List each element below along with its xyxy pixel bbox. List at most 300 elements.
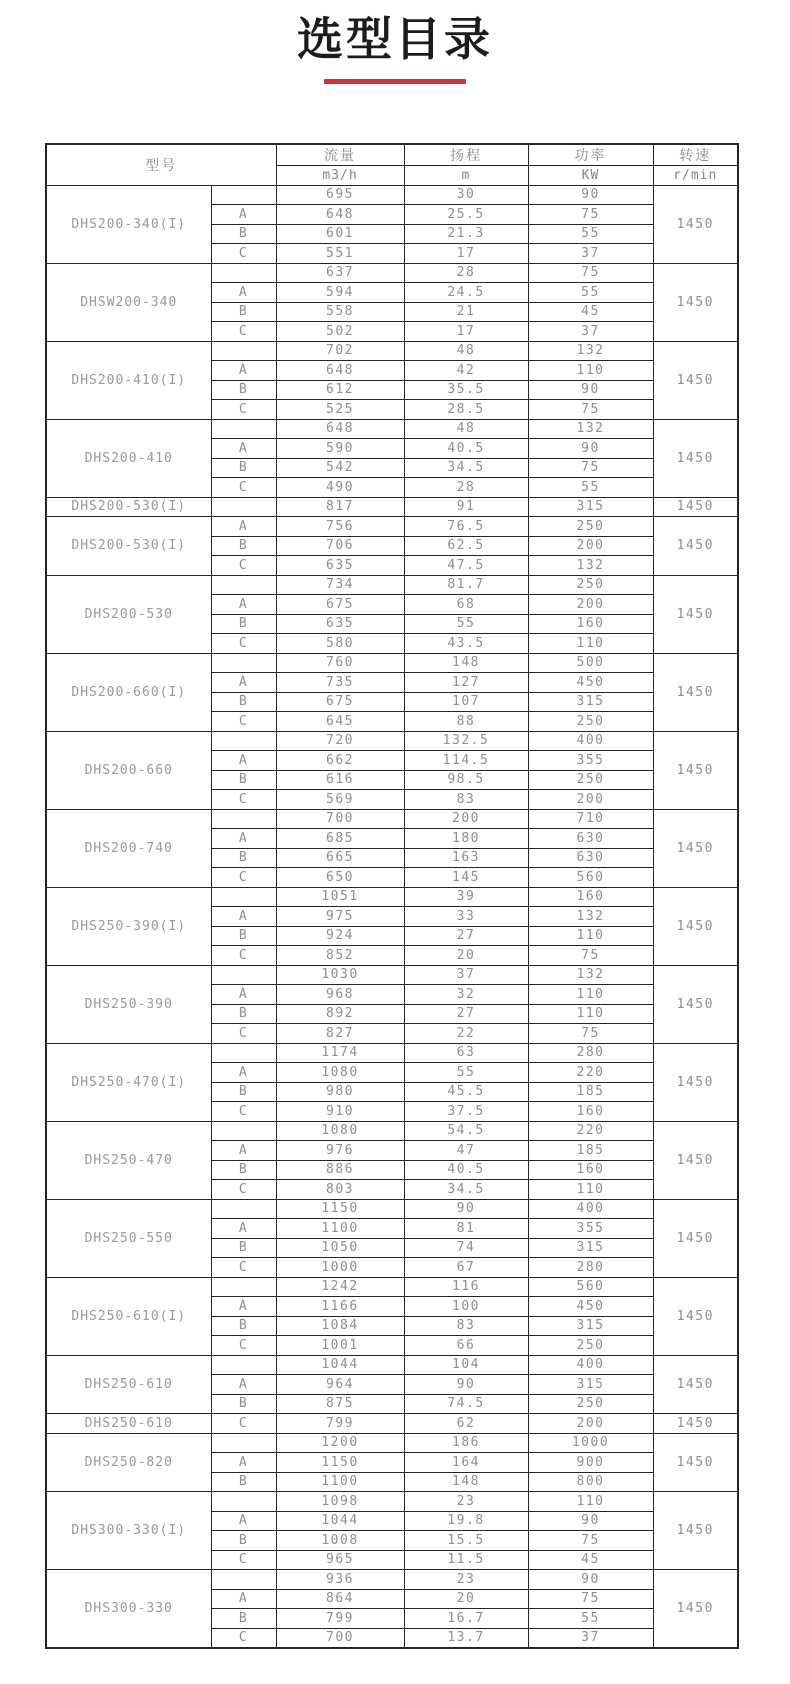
flow-cell: 700 — [276, 809, 404, 829]
head-cell: 20 — [404, 946, 528, 966]
power-cell: 37 — [528, 244, 653, 264]
flow-cell: 756 — [276, 517, 404, 537]
variant-cell: A — [211, 517, 276, 537]
head-cell: 23 — [404, 1570, 528, 1590]
flow-cell: 1150 — [276, 1453, 404, 1473]
variant-cell: A — [211, 1219, 276, 1239]
flow-cell: 1080 — [276, 1121, 404, 1141]
variant-cell: A — [211, 1063, 276, 1083]
table-row — [46, 1277, 738, 1297]
variant-cell: A — [211, 361, 276, 381]
model-cell: DHSW200-340 — [46, 263, 211, 341]
flow-cell: 1080 — [276, 1063, 404, 1083]
power-cell: 315 — [528, 1375, 653, 1395]
power-cell: 315 — [528, 692, 653, 712]
head-cell: 88 — [404, 712, 528, 732]
power-cell: 250 — [528, 517, 653, 537]
variant-cell: C — [211, 1550, 276, 1570]
variant-cell: A — [211, 751, 276, 771]
variant-cell: C — [211, 712, 276, 732]
flow-cell: 976 — [276, 1141, 404, 1161]
head-cell: 25.5 — [404, 205, 528, 225]
model-cell: DHS200-530(I) — [46, 497, 211, 517]
variant-cell: C — [211, 478, 276, 498]
page-title: 选型目录 — [297, 12, 493, 66]
flow-cell: 551 — [276, 244, 404, 264]
flow-cell: 968 — [276, 985, 404, 1005]
variant-cell: A — [211, 1511, 276, 1531]
head-cell: 127 — [404, 673, 528, 693]
power-cell: 75 — [528, 263, 653, 283]
power-cell: 160 — [528, 1102, 653, 1122]
power-cell: 160 — [528, 887, 653, 907]
header-row-labels — [46, 144, 738, 166]
variant-cell — [211, 1121, 276, 1141]
variant-cell: C — [211, 556, 276, 576]
variant-cell: B — [211, 770, 276, 790]
power-cell: 400 — [528, 1199, 653, 1219]
table-header — [46, 144, 738, 185]
flow-cell: 648 — [276, 419, 404, 439]
power-cell: 90 — [528, 185, 653, 205]
head-cell: 21.3 — [404, 224, 528, 244]
flow-cell: 695 — [276, 185, 404, 205]
header-head: 扬程 — [404, 144, 528, 166]
flow-cell: 1084 — [276, 1316, 404, 1336]
flow-cell: 924 — [276, 926, 404, 946]
variant-cell: B — [211, 1609, 276, 1629]
speed-cell: 1450 — [653, 731, 738, 809]
head-cell: 107 — [404, 692, 528, 712]
flow-cell: 590 — [276, 439, 404, 459]
head-cell: 83 — [404, 790, 528, 810]
header-flow-unit: m3/h — [276, 166, 404, 186]
variant-cell: C — [211, 1258, 276, 1278]
variant-cell: B — [211, 614, 276, 634]
head-cell: 48 — [404, 341, 528, 361]
head-cell: 76.5 — [404, 517, 528, 537]
head-cell: 90 — [404, 1199, 528, 1219]
table-row — [46, 185, 738, 205]
variant-cell — [211, 653, 276, 673]
variant-cell: B — [211, 1394, 276, 1414]
selection-catalog-table — [45, 143, 739, 1649]
flow-cell: 799 — [276, 1414, 404, 1434]
flow-cell: 637 — [276, 263, 404, 283]
model-cell: DHS250-390 — [46, 965, 211, 1043]
flow-cell: 964 — [276, 1375, 404, 1395]
model-cell: DHS250-610 — [46, 1355, 211, 1414]
flow-cell: 635 — [276, 614, 404, 634]
speed-cell: 1450 — [653, 965, 738, 1043]
flow-cell: 616 — [276, 770, 404, 790]
header-speed: 转速 — [653, 144, 738, 166]
model-cell: DHS200-530(I) — [46, 517, 211, 576]
power-cell: 315 — [528, 497, 653, 517]
variant-cell — [211, 497, 276, 517]
speed-cell: 1450 — [653, 517, 738, 576]
power-cell: 110 — [528, 361, 653, 381]
speed-cell: 1450 — [653, 185, 738, 263]
power-cell: 200 — [528, 536, 653, 556]
flow-cell: 665 — [276, 848, 404, 868]
variant-cell: B — [211, 1238, 276, 1258]
header-model: 型号 — [46, 144, 276, 185]
head-cell: 63 — [404, 1043, 528, 1063]
head-cell: 148 — [404, 1472, 528, 1492]
variant-cell — [211, 1043, 276, 1063]
flow-cell: 675 — [276, 595, 404, 615]
variant-cell: A — [211, 985, 276, 1005]
head-cell: 164 — [404, 1453, 528, 1473]
table-row — [46, 1414, 738, 1434]
power-cell: 250 — [528, 712, 653, 732]
head-cell: 40.5 — [404, 1160, 528, 1180]
head-cell: 90 — [404, 1375, 528, 1395]
flow-cell: 936 — [276, 1570, 404, 1590]
flow-cell: 1100 — [276, 1219, 404, 1239]
model-cell: DHS300-330 — [46, 1570, 211, 1649]
flow-cell: 760 — [276, 653, 404, 673]
variant-cell — [211, 1199, 276, 1219]
head-cell: 32 — [404, 985, 528, 1005]
head-cell: 15.5 — [404, 1531, 528, 1551]
head-cell: 37.5 — [404, 1102, 528, 1122]
power-cell: 710 — [528, 809, 653, 829]
head-cell: 11.5 — [404, 1550, 528, 1570]
variant-cell: B — [211, 1082, 276, 1102]
power-cell: 250 — [528, 1336, 653, 1356]
flow-cell: 864 — [276, 1589, 404, 1609]
speed-cell: 1450 — [653, 263, 738, 341]
head-cell: 100 — [404, 1297, 528, 1317]
power-cell: 500 — [528, 653, 653, 673]
power-cell: 160 — [528, 1160, 653, 1180]
variant-cell: A — [211, 673, 276, 693]
flow-cell: 980 — [276, 1082, 404, 1102]
head-cell: 62 — [404, 1414, 528, 1434]
table-body — [46, 185, 738, 1648]
variant-cell: C — [211, 946, 276, 966]
variant-cell: B — [211, 302, 276, 322]
variant-cell: A — [211, 1297, 276, 1317]
power-cell: 220 — [528, 1063, 653, 1083]
head-cell: 66 — [404, 1336, 528, 1356]
flow-cell: 852 — [276, 946, 404, 966]
flow-cell: 1000 — [276, 1258, 404, 1278]
head-cell: 114.5 — [404, 751, 528, 771]
flow-cell: 601 — [276, 224, 404, 244]
speed-cell: 1450 — [653, 419, 738, 497]
variant-cell: B — [211, 1472, 276, 1492]
variant-cell: A — [211, 829, 276, 849]
speed-cell: 1450 — [653, 1199, 738, 1277]
power-cell: 75 — [528, 400, 653, 420]
head-cell: 180 — [404, 829, 528, 849]
power-cell: 90 — [528, 1570, 653, 1590]
variant-cell: A — [211, 1375, 276, 1395]
variant-cell — [211, 1355, 276, 1375]
variant-cell: A — [211, 595, 276, 615]
power-cell: 560 — [528, 1277, 653, 1297]
head-cell: 43.5 — [404, 634, 528, 654]
power-cell: 55 — [528, 224, 653, 244]
flow-cell: 558 — [276, 302, 404, 322]
variant-cell: C — [211, 1628, 276, 1648]
speed-cell: 1450 — [653, 1355, 738, 1414]
power-cell: 55 — [528, 478, 653, 498]
title-underline-accent — [324, 79, 466, 84]
table-row — [46, 419, 738, 439]
flow-cell: 1050 — [276, 1238, 404, 1258]
power-cell: 200 — [528, 595, 653, 615]
flow-cell: 1044 — [276, 1355, 404, 1375]
power-cell: 280 — [528, 1043, 653, 1063]
flow-cell: 612 — [276, 380, 404, 400]
power-cell: 630 — [528, 829, 653, 849]
power-cell: 900 — [528, 1453, 653, 1473]
header-power: 功率 — [528, 144, 653, 166]
model-cell: DHS200-410(I) — [46, 341, 211, 419]
speed-cell: 1450 — [653, 497, 738, 517]
variant-cell: B — [211, 848, 276, 868]
head-cell: 34.5 — [404, 458, 528, 478]
table-row — [46, 1355, 738, 1375]
head-cell: 55 — [404, 614, 528, 634]
head-cell: 67 — [404, 1258, 528, 1278]
variant-cell — [211, 419, 276, 439]
head-cell: 35.5 — [404, 380, 528, 400]
power-cell: 37 — [528, 322, 653, 342]
flow-cell: 490 — [276, 478, 404, 498]
head-cell: 40.5 — [404, 439, 528, 459]
model-cell: DHS250-390(I) — [46, 887, 211, 965]
head-cell: 42 — [404, 361, 528, 381]
power-cell: 75 — [528, 946, 653, 966]
variant-cell: B — [211, 1316, 276, 1336]
power-cell: 55 — [528, 283, 653, 303]
flow-cell: 720 — [276, 731, 404, 751]
variant-cell: C — [211, 400, 276, 420]
power-cell: 450 — [528, 673, 653, 693]
head-cell: 19.8 — [404, 1511, 528, 1531]
table-row — [46, 965, 738, 985]
variant-cell: A — [211, 1589, 276, 1609]
head-cell: 47 — [404, 1141, 528, 1161]
head-cell: 55 — [404, 1063, 528, 1083]
model-cell: DHS250-470(I) — [46, 1043, 211, 1121]
power-cell: 132 — [528, 341, 653, 361]
head-cell: 17 — [404, 244, 528, 264]
variant-cell — [211, 965, 276, 985]
model-cell: DHS200-660(I) — [46, 653, 211, 731]
power-cell: 1000 — [528, 1433, 653, 1453]
power-cell: 185 — [528, 1141, 653, 1161]
flow-cell: 1001 — [276, 1336, 404, 1356]
variant-cell: B — [211, 1531, 276, 1551]
flow-cell: 965 — [276, 1550, 404, 1570]
flow-cell: 648 — [276, 361, 404, 381]
flow-cell: 1242 — [276, 1277, 404, 1297]
flow-cell: 886 — [276, 1160, 404, 1180]
variant-cell: C — [211, 634, 276, 654]
variant-cell: A — [211, 283, 276, 303]
table-row — [46, 731, 738, 751]
flow-cell: 662 — [276, 751, 404, 771]
variant-cell: A — [211, 1453, 276, 1473]
head-cell: 200 — [404, 809, 528, 829]
variant-cell — [211, 809, 276, 829]
power-cell: 315 — [528, 1316, 653, 1336]
power-cell: 132 — [528, 965, 653, 985]
power-cell: 200 — [528, 790, 653, 810]
power-cell: 110 — [528, 1492, 653, 1512]
flow-cell: 580 — [276, 634, 404, 654]
power-cell: 220 — [528, 1121, 653, 1141]
head-cell: 27 — [404, 926, 528, 946]
flow-cell: 827 — [276, 1024, 404, 1044]
flow-cell: 1174 — [276, 1043, 404, 1063]
head-cell: 81.7 — [404, 575, 528, 595]
head-cell: 30 — [404, 185, 528, 205]
speed-cell: 1450 — [653, 1570, 738, 1649]
head-cell: 28.5 — [404, 400, 528, 420]
head-cell: 28 — [404, 478, 528, 498]
power-cell: 37 — [528, 1628, 653, 1648]
head-cell: 23 — [404, 1492, 528, 1512]
power-cell: 55 — [528, 1609, 653, 1629]
table-row — [46, 809, 738, 829]
flow-cell: 910 — [276, 1102, 404, 1122]
variant-cell: B — [211, 926, 276, 946]
variant-cell — [211, 1277, 276, 1297]
variant-cell: C — [211, 1180, 276, 1200]
header-power-unit: KW — [528, 166, 653, 186]
flow-cell: 1030 — [276, 965, 404, 985]
power-cell: 132 — [528, 556, 653, 576]
table-row — [46, 517, 738, 537]
table-row — [46, 1570, 738, 1590]
table-row — [46, 1199, 738, 1219]
variant-cell: B — [211, 458, 276, 478]
flow-cell: 817 — [276, 497, 404, 517]
header-speed-unit: r/min — [653, 166, 738, 186]
header-flow: 流量 — [276, 144, 404, 166]
head-cell: 83 — [404, 1316, 528, 1336]
flow-cell: 734 — [276, 575, 404, 595]
power-cell: 800 — [528, 1472, 653, 1492]
head-cell: 39 — [404, 887, 528, 907]
variant-cell: C — [211, 1102, 276, 1122]
variant-cell — [211, 887, 276, 907]
power-cell: 400 — [528, 1355, 653, 1375]
flow-cell: 799 — [276, 1609, 404, 1629]
head-cell: 45.5 — [404, 1082, 528, 1102]
table-row — [46, 1043, 738, 1063]
head-cell: 27 — [404, 1004, 528, 1024]
power-cell: 132 — [528, 907, 653, 927]
power-cell: 90 — [528, 380, 653, 400]
variant-cell — [211, 341, 276, 361]
model-cell: DHS250-470 — [46, 1121, 211, 1199]
power-cell: 250 — [528, 1394, 653, 1414]
power-cell: 560 — [528, 868, 653, 888]
head-cell: 163 — [404, 848, 528, 868]
power-cell: 45 — [528, 302, 653, 322]
speed-cell: 1450 — [653, 1043, 738, 1121]
variant-cell — [211, 575, 276, 595]
flow-cell: 1166 — [276, 1297, 404, 1317]
flow-cell: 1008 — [276, 1531, 404, 1551]
flow-cell: 542 — [276, 458, 404, 478]
head-cell: 47.5 — [404, 556, 528, 576]
model-cell: DHS250-820 — [46, 1433, 211, 1492]
variant-cell: C — [211, 322, 276, 342]
table-row — [46, 1433, 738, 1453]
power-cell: 75 — [528, 1531, 653, 1551]
flow-cell: 1044 — [276, 1511, 404, 1531]
head-cell: 104 — [404, 1355, 528, 1375]
power-cell: 75 — [528, 458, 653, 478]
flow-cell: 700 — [276, 1628, 404, 1648]
head-cell: 68 — [404, 595, 528, 615]
flow-cell: 706 — [276, 536, 404, 556]
flow-cell: 1100 — [276, 1472, 404, 1492]
power-cell: 110 — [528, 1004, 653, 1024]
power-cell: 132 — [528, 419, 653, 439]
variant-cell: B — [211, 224, 276, 244]
variant-cell — [211, 731, 276, 751]
variant-cell: C — [211, 790, 276, 810]
head-cell: 148 — [404, 653, 528, 673]
table-row — [46, 887, 738, 907]
flow-cell: 735 — [276, 673, 404, 693]
head-cell: 28 — [404, 263, 528, 283]
head-cell: 20 — [404, 1589, 528, 1609]
power-cell: 200 — [528, 1414, 653, 1434]
power-cell: 110 — [528, 985, 653, 1005]
flow-cell: 1150 — [276, 1199, 404, 1219]
flow-cell: 892 — [276, 1004, 404, 1024]
variant-cell — [211, 185, 276, 205]
model-cell: DHS200-530 — [46, 575, 211, 653]
head-cell: 132.5 — [404, 731, 528, 751]
head-cell: 186 — [404, 1433, 528, 1453]
head-cell: 54.5 — [404, 1121, 528, 1141]
head-cell: 145 — [404, 868, 528, 888]
table-row — [46, 1492, 738, 1512]
speed-cell: 1450 — [653, 575, 738, 653]
flow-cell: 1051 — [276, 887, 404, 907]
power-cell: 355 — [528, 1219, 653, 1239]
speed-cell: 1450 — [653, 1492, 738, 1570]
power-cell: 90 — [528, 1511, 653, 1531]
model-cell: DHS300-330(I) — [46, 1492, 211, 1570]
variant-cell: C — [211, 1414, 276, 1434]
flow-cell: 875 — [276, 1394, 404, 1414]
power-cell: 280 — [528, 1258, 653, 1278]
head-cell: 22 — [404, 1024, 528, 1044]
flow-cell: 685 — [276, 829, 404, 849]
table-row — [46, 263, 738, 283]
speed-cell: 1450 — [653, 653, 738, 731]
head-cell: 81 — [404, 1219, 528, 1239]
variant-cell — [211, 263, 276, 283]
flow-cell: 1200 — [276, 1433, 404, 1453]
power-cell: 45 — [528, 1550, 653, 1570]
power-cell: 110 — [528, 926, 653, 946]
flow-cell: 594 — [276, 283, 404, 303]
